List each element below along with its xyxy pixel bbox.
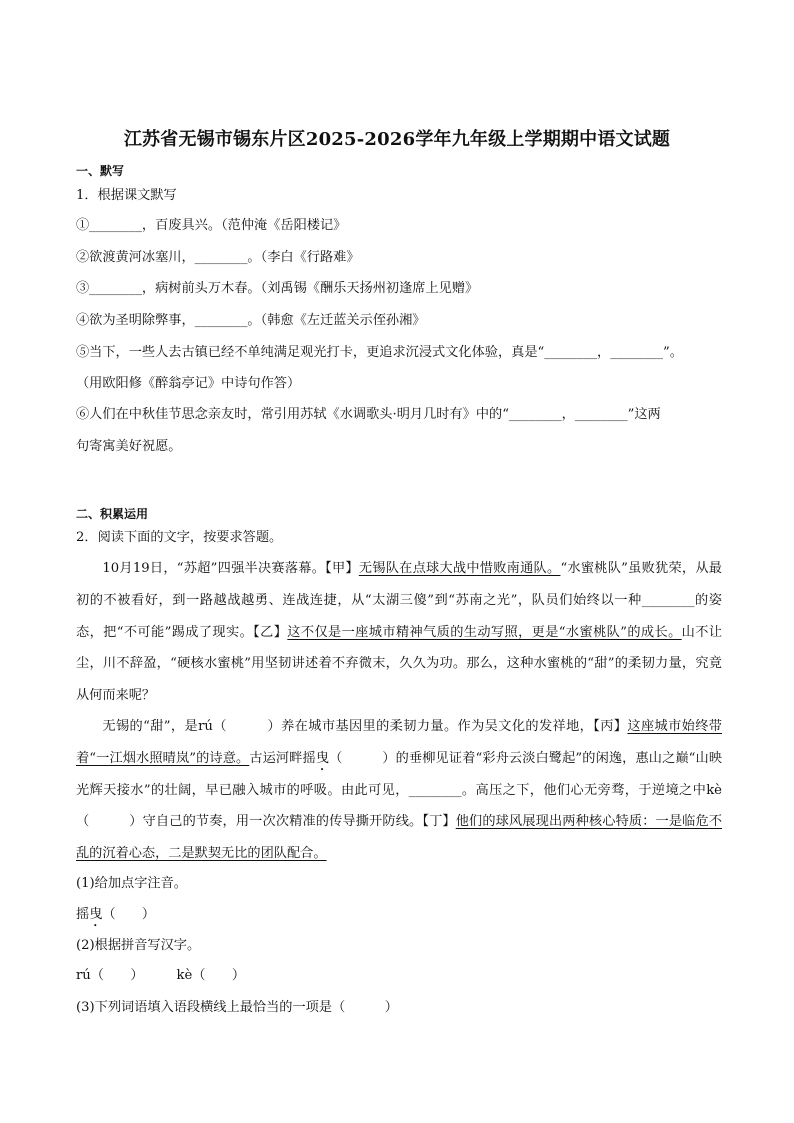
underlined-sentence-bing: 这座城市始终带着“一江烟水照晴岚”的诗意。 <box>76 719 722 766</box>
question-1-item-6: ⑥人们在中秋佳节思念亲友时，常引用苏轼《水调歌头·明月几时有》中的“________，________”这两 <box>76 407 661 422</box>
underlined-sentence-jia: 无锡队在点球大战中惜败南通队。 <box>358 561 561 576</box>
page-title: 江苏省无锡市锡东片区2025-2026学年九年级上学期期中语文试题 <box>123 129 671 150</box>
question-1-item-2: ②欲渡黄河冰塞川，________。（李白《行路难》 <box>76 250 360 265</box>
question-1-item-4: ④欲为圣明除弊事，________。（韩愈《左迁蓝关示侄孙湘》 <box>76 313 426 328</box>
question-2-stem: 2．阅读下面的文字，按要求答题。 <box>76 530 283 545</box>
answer-blank: （ ） <box>102 907 156 922</box>
paragraph-2-text-a: 无锡的“甜”，是rú（ ）养在城市基因里的柔韧力量。作为吴文化的发祥地，【丙】 <box>102 719 628 734</box>
paragraph-1-text-c: “水蜜桃队”虽败犹荣，从最初的不被看好，到一路越战越勇、连战连捷，从“太湖三傻”到“苏南之光”，队员们始终以一种________的姿态，把“不可能”踢成了现实。【乙】 <box>76 561 722 640</box>
sub-question-1: (1)给加点字注音。 <box>76 876 187 891</box>
question-1-stem: 1．根据课文默写 <box>76 188 177 203</box>
section-heading-usage: 二、积累运用 <box>76 507 149 521</box>
sub-question-1-answer-line <box>76 905 726 930</box>
dotted-character: 曳 <box>315 750 330 766</box>
paragraph-2-text-c: 古运河畔摇 <box>249 750 316 766</box>
question-1-item-5-note: （用欧阳修《醉翁亭记》中诗句作答） <box>76 376 301 391</box>
paragraph-2-text-c2: （ ）的垂柳见证着“彩舟云淡白鹭起”的闲逸，惠山之巅“山映光辉天接水”的壮阔，早已融入城市的呼吸。由此可见，________。高压之下，他们心无旁骛，于逆境之中kè（ ）守自己的节奏，用一次次精准的传导撕开防线。【丁】 <box>76 750 723 830</box>
answer-text-a: 摇 <box>76 907 90 922</box>
reading-paragraph-2 <box>76 711 722 870</box>
sub-question-2-answer-line: rú（ ） kè（ ） <box>76 968 246 983</box>
question-1-item-6-cont: 句寄寓美好祝愿。 <box>76 439 182 454</box>
sub-question-3: (3)下列词语填入语段横线上最恰当的一项是（ ） <box>76 1000 398 1015</box>
question-1-item-3: ③________，病树前头万木春。（刘禹锡《酬乐天扬州初逢席上见赠》 <box>76 281 479 296</box>
question-1-item-1: ①________，百废具兴。（范仲淹《岳阳楼记》 <box>76 218 347 233</box>
sub-question-2: (2)根据拼音写汉字。 <box>76 938 201 953</box>
underlined-sentence-yi: 这不仅是一座城市精神气质的生动写照，更是“水蜜桃队”的成长。 <box>287 624 682 640</box>
paragraph-1-text-e: 山不让尘，川不辞盈，“硬核水蜜桃”用坚韧讲述着不弃微末，久久为功。那么，这种水蜜桃的“甜”的柔韧力量，究竟从何而来呢？ <box>76 624 723 704</box>
answer-dotted-character: 曳 <box>89 907 103 922</box>
section-heading-dictation: 一、默写 <box>76 164 125 178</box>
reading-paragraph-1 <box>76 553 722 712</box>
question-1-item-5: ⑤当下，一些人去古镇已经不单纯满足观光打卡，更追求沉浸式文化体验，真是“________，________”。 <box>76 345 683 360</box>
paragraph-1-text-a: 10月19日，“苏超”四强半决赛落幕。【甲】 <box>102 561 359 576</box>
underlined-sentence-ding: 他们的球风展现出两种核心特质：一是临危不乱的沉着心态，二是默契无比的团队配合。 <box>76 814 723 862</box>
